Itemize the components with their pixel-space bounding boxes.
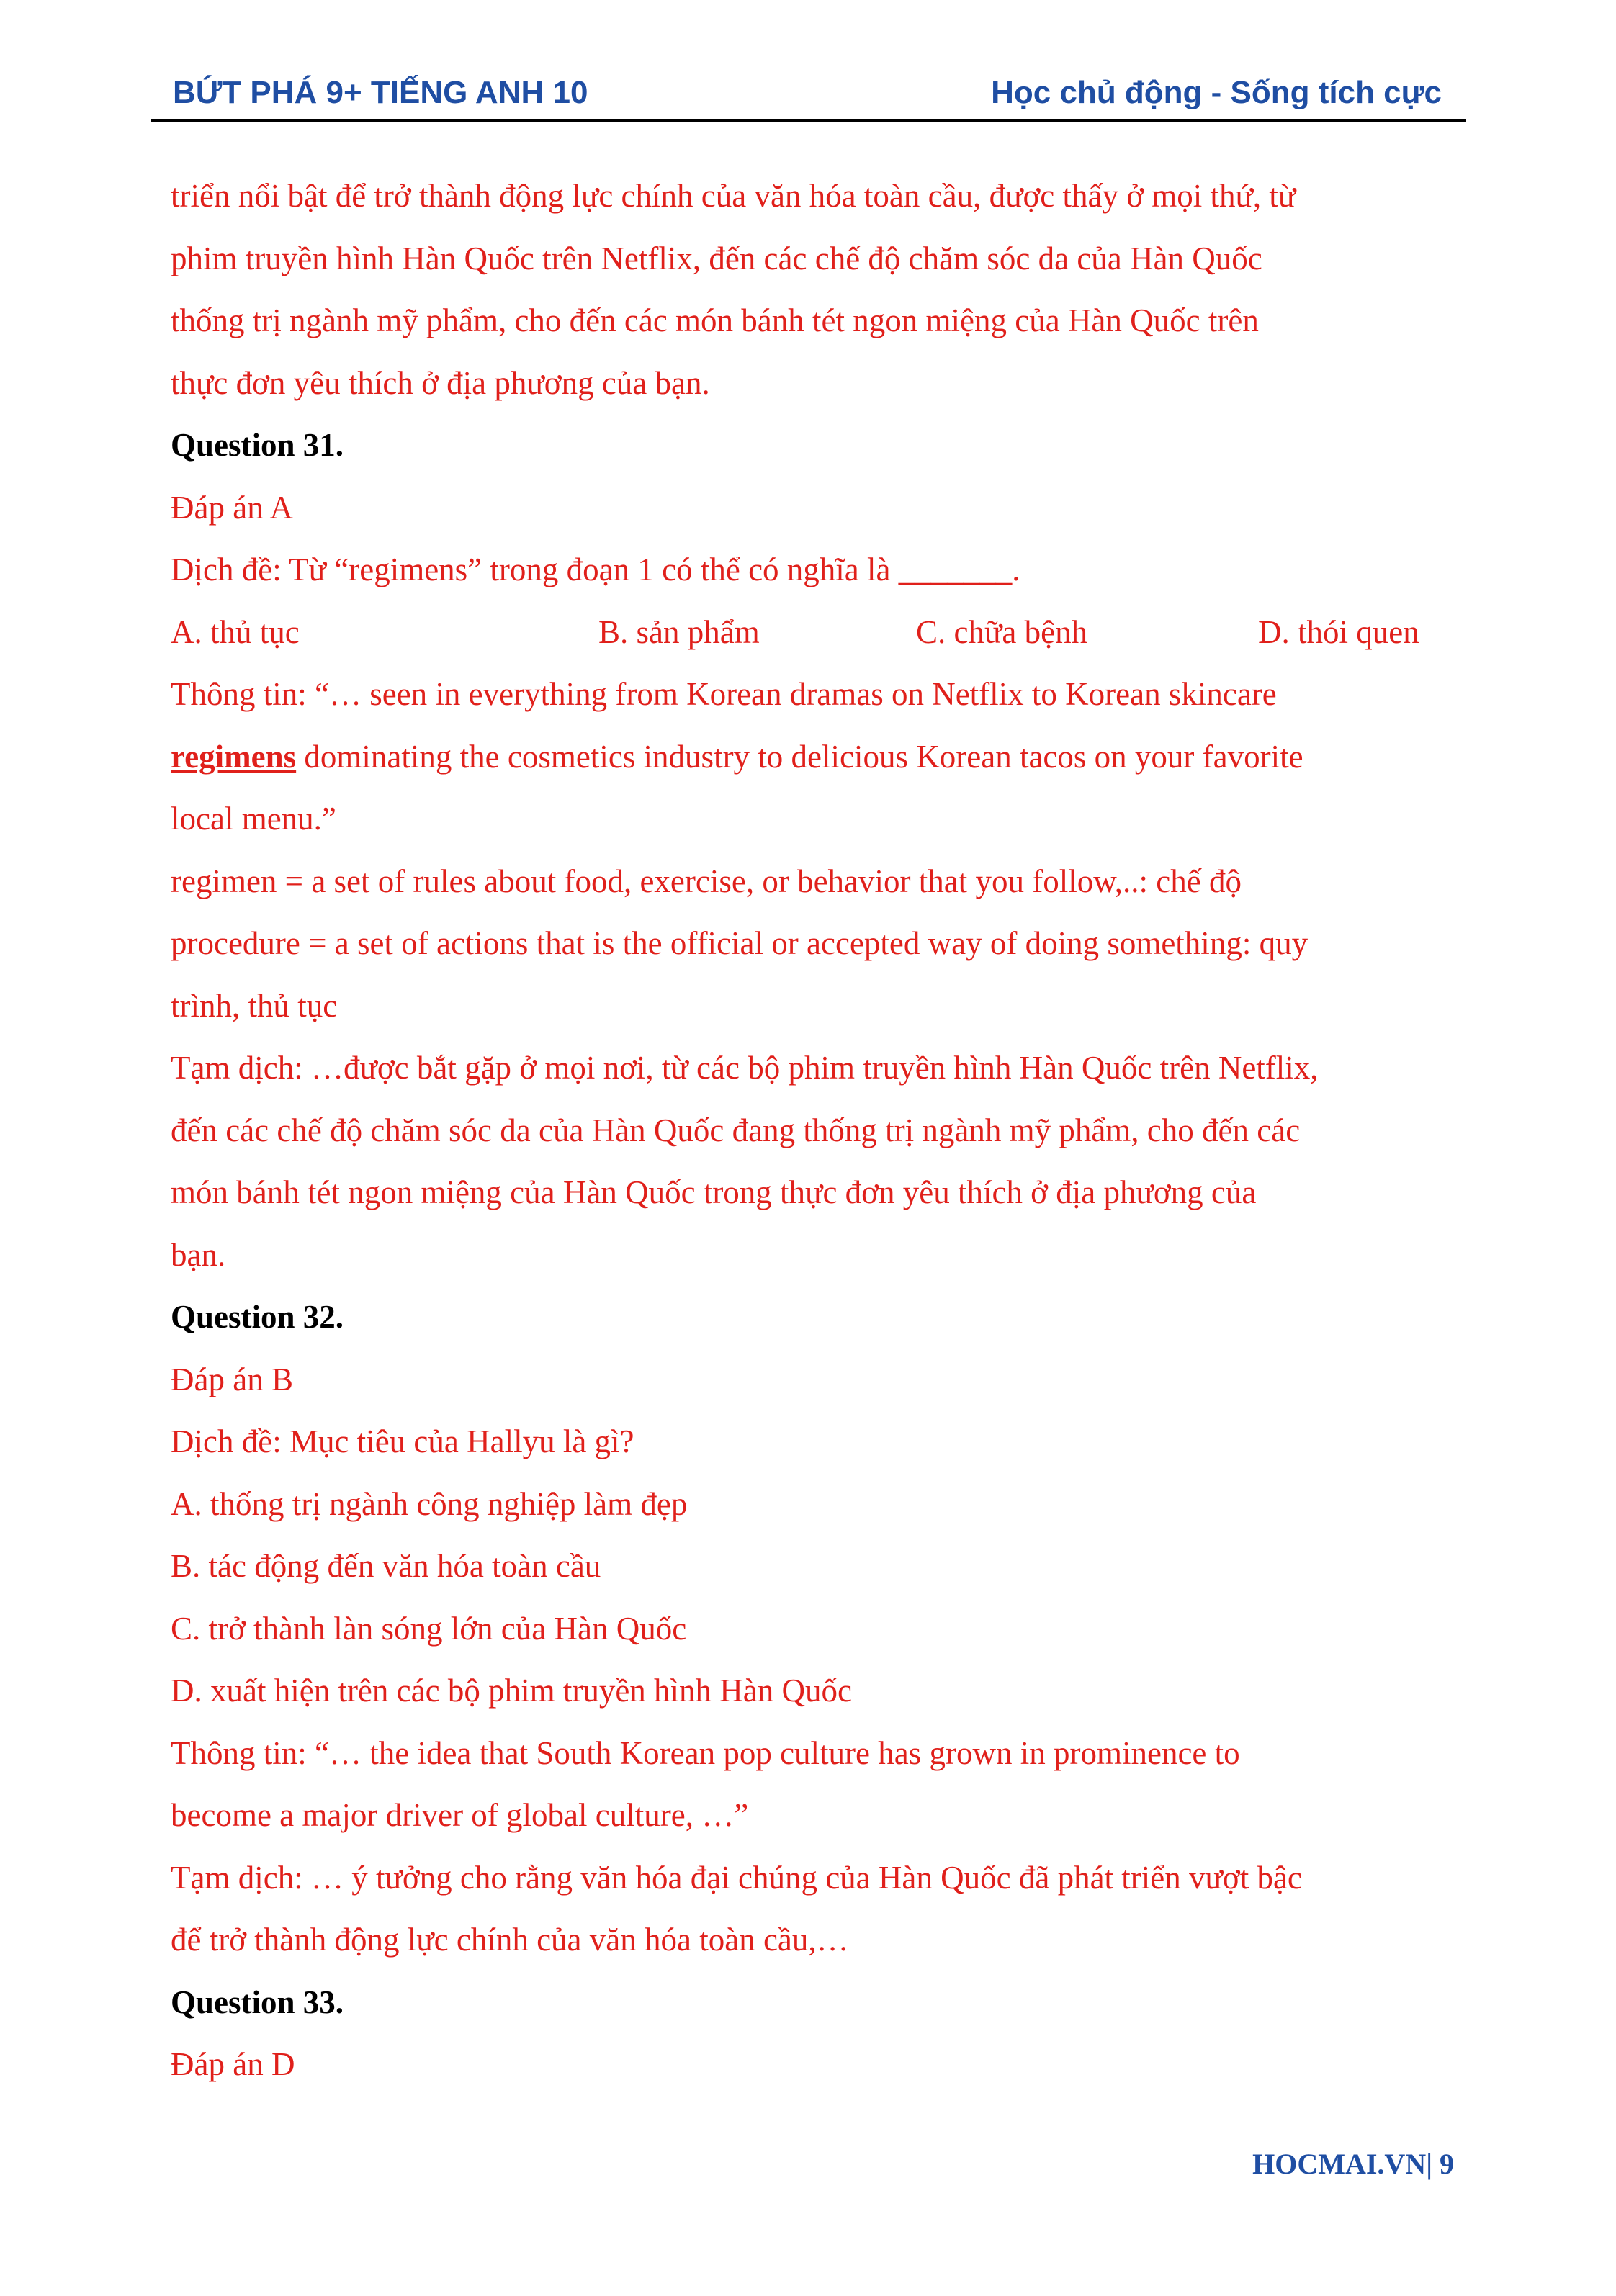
question-31-translation: bạn. bbox=[171, 1236, 226, 1273]
header-course-title: BỨT PHÁ 9+ TIẾNG ANH 10 bbox=[173, 75, 588, 110]
keyword-regimens: regimens bbox=[171, 738, 297, 775]
option-a: A. thủ tục bbox=[171, 613, 300, 650]
option-c: C. trở thành làn sóng lớn của Hàn Quốc bbox=[171, 1610, 687, 1647]
question-32-info-line: become a major driver of global culture, …” bbox=[171, 1797, 749, 1833]
question-31-prompt: Dịch đề: Từ “regimens” trong đoạn 1 có thể có nghĩa là _______. bbox=[171, 552, 1020, 587]
option-b: B. tác động đến văn hóa toàn cầu bbox=[171, 1548, 601, 1584]
question-33-title: Question 33. bbox=[171, 1984, 344, 2020]
question-31-options bbox=[171, 601, 1453, 664]
header-slogan: Học chủ động - Sống tích cực bbox=[991, 75, 1442, 110]
intro-line: thực đơn yêu thích ở địa phương của bạn. bbox=[171, 364, 710, 401]
question-31-answer: Đáp án A bbox=[171, 489, 293, 526]
footer-site: HOCMAI.VN bbox=[1252, 2148, 1427, 2180]
option-c: C. chữa bệnh bbox=[916, 613, 1088, 650]
question-31-title: Question 31. bbox=[171, 427, 344, 463]
question-31-info-line: local menu.” bbox=[171, 801, 336, 837]
question-31-translation: đến các chế độ chăm sóc da của Hàn Quốc đang thống trị ngành mỹ phẩm, cho đến các bbox=[171, 1112, 1301, 1148]
header-divider bbox=[151, 119, 1466, 122]
question-32-info-line: Thông tin: “… the idea that South Korean pop culture has grown in prominence to bbox=[171, 1734, 1240, 1771]
option-b: B. sản phẩm bbox=[598, 613, 760, 650]
question-31-info-line bbox=[171, 726, 1453, 788]
question-33-answer: Đáp án D bbox=[171, 2046, 295, 2082]
question-31-translation: Tạm dịch: …được bắt gặp ở mọi nơi, từ các bộ phim truyền hình Hàn Quốc trên Netflix, bbox=[171, 1050, 1319, 1086]
option-d: D. thói quen bbox=[1258, 613, 1419, 650]
intro-line: thống trị ngành mỹ phẩm, cho đến các món bánh tét ngon miệng của Hàn Quốc trên bbox=[171, 302, 1259, 338]
question-31-info-line: Thông tin: “… seen in everything from Korean dramas on Netflix to Korean skincare bbox=[171, 676, 1277, 712]
page-header bbox=[151, 72, 1466, 121]
definition-regimen: regimen = a set of rules about food, exercise, or behavior that you follow,..: chế độ bbox=[171, 863, 1242, 899]
intro-line: triển nổi bật để trở thành động lực chính của văn hóa toàn cầu, được thấy ở mọi thứ, từ bbox=[171, 178, 1296, 214]
question-31-translation: món bánh tét ngon miệng của Hàn Quốc trong thực đơn yêu thích ở địa phương của bbox=[171, 1174, 1257, 1210]
info-text: dominating the cosmetics industry to delicious Korean tacos on your favorite bbox=[296, 738, 1303, 775]
option-a: A. thống trị ngành công nghiệp làm đẹp bbox=[171, 1485, 688, 1522]
question-32-translation: Tạm dịch: … ý tưởng cho rằng văn hóa đại chúng của Hàn Quốc đã phát triển vượt bậc bbox=[171, 1859, 1302, 1896]
question-32-translation: để trở thành động lực chính của văn hóa toàn cầu,… bbox=[171, 1922, 849, 1958]
definition-procedure: procedure = a set of actions that is the official or accepted way of doing something: quy bbox=[171, 925, 1308, 961]
page-footer bbox=[1252, 2147, 1454, 2181]
intro-line: phim truyền hình Hàn Quốc trên Netflix, đến các chế độ chăm sóc da của Hàn Quốc bbox=[171, 240, 1262, 276]
question-32-prompt: Dịch đề: Mục tiêu của Hallyu là gì? bbox=[171, 1423, 634, 1459]
question-32-title: Question 32. bbox=[171, 1299, 344, 1335]
option-d: D. xuất hiện trên các bộ phim truyền hình Hàn Quốc bbox=[171, 1673, 852, 1709]
definition-procedure-cont: trình, thủ tục bbox=[171, 987, 338, 1024]
page-number: | 9 bbox=[1426, 2148, 1454, 2180]
page-content bbox=[171, 165, 1453, 2096]
question-32-answer: Đáp án B bbox=[171, 1361, 293, 1397]
